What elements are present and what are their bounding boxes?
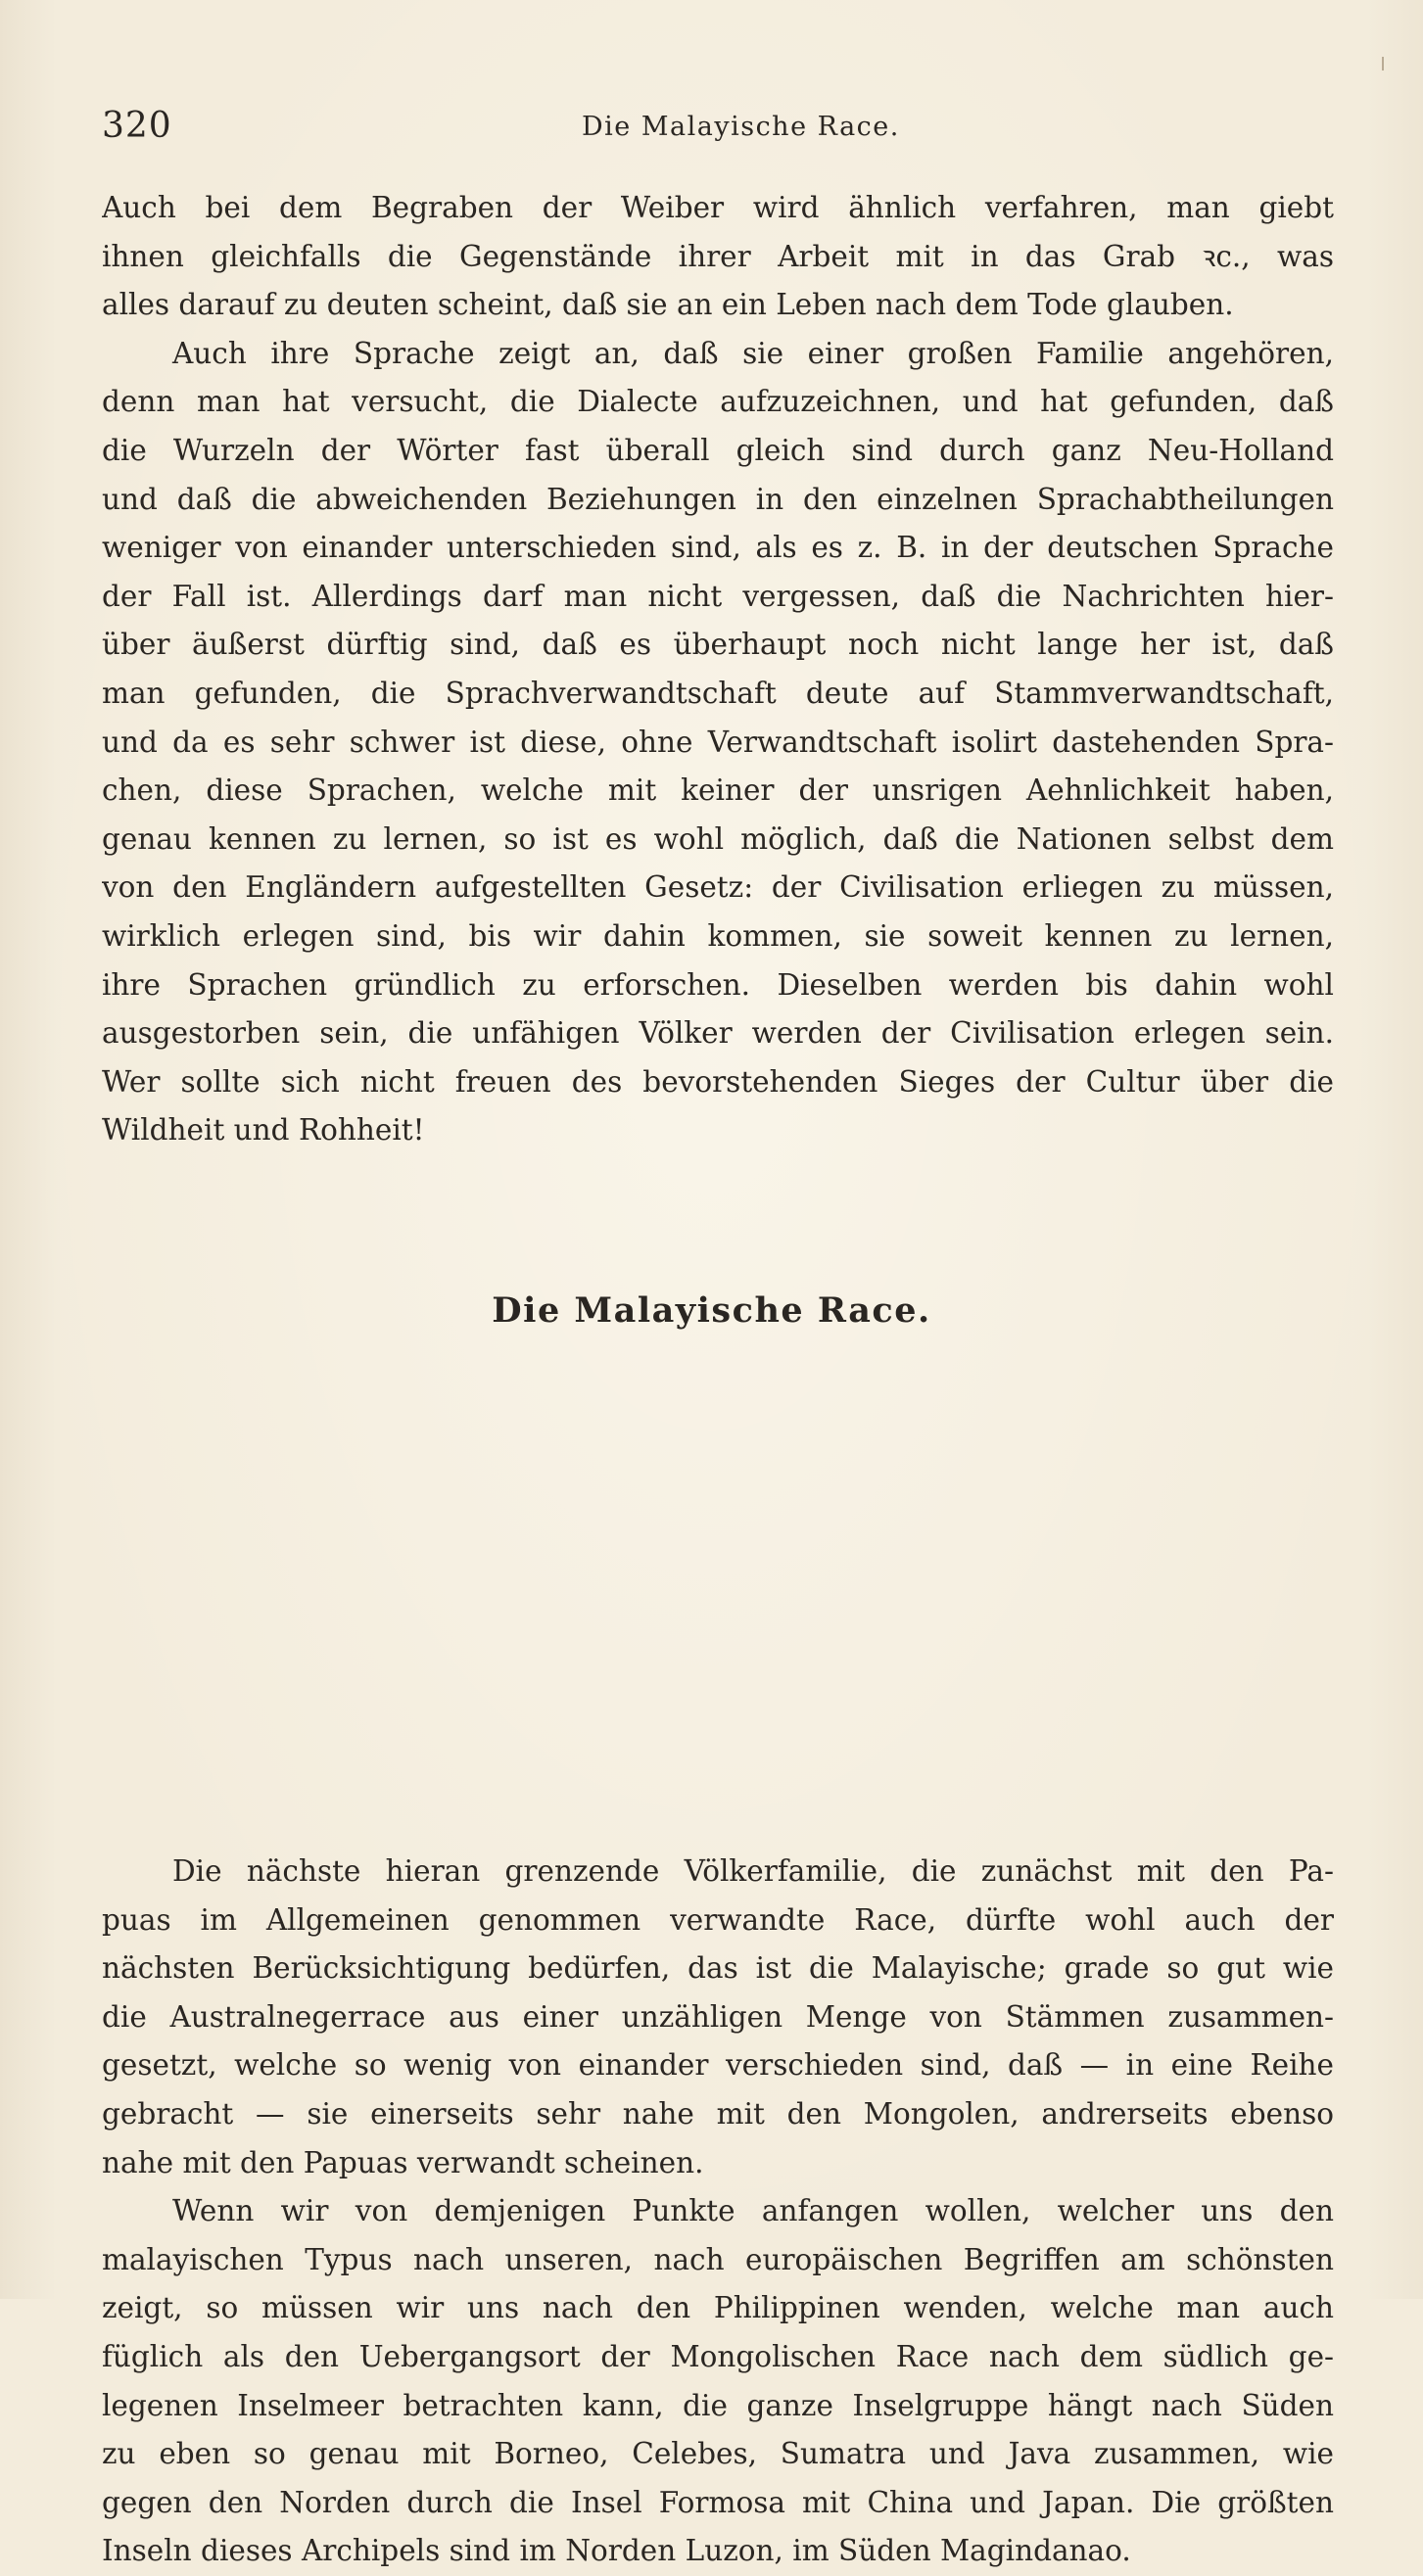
paragraph <box>102 330 1334 1155</box>
text-line: ausgestorben sein, die unfähigen Völker werden der Civilisation erlegen sein. <box>102 1016 1334 1051</box>
paragraph <box>102 2187 1334 2576</box>
text-line: malayischen Typus nach unseren, nach europäischen Begriffen am schönsten <box>102 2242 1334 2276</box>
text-line: und da es sehr schwer ist diese, ohne Verwandtschaft isolirt dastehenden Spra- <box>102 725 1334 759</box>
text-line: Wer sollte sich nicht freuen des bevorstehenden Sieges der Cultur über die <box>102 1064 1334 1099</box>
text-block-top <box>102 184 1334 1155</box>
margin-mark <box>1382 57 1384 70</box>
text-line: der Fall ist. Allerdings darf man nicht vergessen, daß die Nachrichten hier- <box>102 579 1334 613</box>
text-line: die Wurzeln der Wörter fast überall gleich sind durch ganz Neu-Holland <box>102 433 1334 467</box>
text-line: gegen den Norden durch die Insel Formosa mit China und Japan. Die größten <box>102 2485 1334 2519</box>
text-line: denn man hat versucht, die Dialecte aufzuzeichnen, und hat gefunden, daß <box>102 385 1334 419</box>
text-line: Auch ihre Sprache zeigt an, daß sie einer großen Familie angehören, <box>172 336 1334 370</box>
text-line: von den Engländern aufgestellten Gesetz: der Civilisation erliegen zu müssen, <box>102 870 1334 905</box>
text-line: über äußerst dürftig sind, daß es überhaupt noch nicht lange her ist, daß <box>102 628 1334 662</box>
text-line: puas im Allgemeinen genommen verwandte Race, dürfte wohl auch der <box>102 1902 1334 1937</box>
text-line: legenen Inselmeer betrachten kann, die ganze Inselgruppe hängt nach Süden <box>102 2388 1334 2422</box>
text-line: gebracht — sie einerseits sehr nahe mit den Mongolen, andrerseits ebenso <box>102 2096 1334 2131</box>
paragraph <box>102 184 1334 330</box>
text-line: chen, diese Sprachen, welche mit keiner der unsrigen Aehnlichkeit haben, <box>102 773 1334 808</box>
text-line: füglich als den Uebergangsort der Mongolischen Race nach dem südlich ge- <box>102 2339 1334 2373</box>
text-line: nahe mit den Papuas verwandt scheinen. <box>102 2145 704 2179</box>
text-line: ihnen gleichfalls die Gegenstände ihrer Arbeit mit in das Grab ꝛc., was <box>102 239 1334 273</box>
text-line: wirklich erlegen sind, bis wir dahin kommen, sie soweit kennen zu lernen, <box>102 918 1334 953</box>
text-line: genau kennen zu lernen, so ist es wohl möglich, daß die Nationen selbst dem <box>102 821 1334 856</box>
page-header <box>102 106 1338 153</box>
page-number: 320 <box>102 106 172 146</box>
text-line: alles darauf zu deuten scheint, daß sie an ein Leben nach dem Tode glauben. <box>102 288 1234 322</box>
text-line: weniger von einander unterschieden sind, als es z. B. in der deutschen Sprache <box>102 531 1334 565</box>
text-line: gesetzt, welche so wenig von einander verschieden sind, daß — in eine Reihe <box>102 2048 1334 2083</box>
text-line: Auch bei dem Begraben der Weiber wird ähnlich verfahren, man giebt <box>102 191 1334 224</box>
text-block-bottom <box>102 1848 1334 2576</box>
text-line: nächsten Berücksichtigung bedürfen, das ist die Malayische; grade so gut wie <box>102 1951 1334 1986</box>
paragraph <box>102 1848 1334 2187</box>
section-heading: Die Malayische Race. <box>492 1290 931 1331</box>
text-line: zeigt, so müssen wir uns nach den Philippinen wenden, welche man auch <box>102 2291 1334 2325</box>
text-line: Wildheit und Rohheit! <box>102 1113 425 1147</box>
text-line: ihre Sprachen gründlich zu erforschen. Dieselben werden bis dahin wohl <box>102 967 1334 1002</box>
running-title: Die Malayische Race. <box>582 112 900 142</box>
text-line: die Australnegerrace aus einer unzähligen Menge von Stämmen zusammen- <box>102 1999 1334 2034</box>
text-line: Wenn wir von demjenigen Punkte anfangen wollen, welcher uns den <box>172 2194 1334 2228</box>
text-line: und daß die abweichenden Beziehungen in den einzelnen Sprachabtheilungen <box>102 482 1334 516</box>
text-line: Die nächste hieran grenzende Völkerfamilie, die zunächst mit den Pa- <box>172 1854 1334 1888</box>
text-line: man gefunden, die Sprachverwandtschaft deute auf Stammverwandtschaft, <box>102 676 1334 710</box>
text-line: Inseln dieses Archipels sind im Norden Luzon, im Süden Magindanao. <box>102 2534 1131 2568</box>
text-line: zu eben so genau mit Borneo, Celebes, Sumatra und Java zusammen, wie <box>102 2437 1334 2471</box>
